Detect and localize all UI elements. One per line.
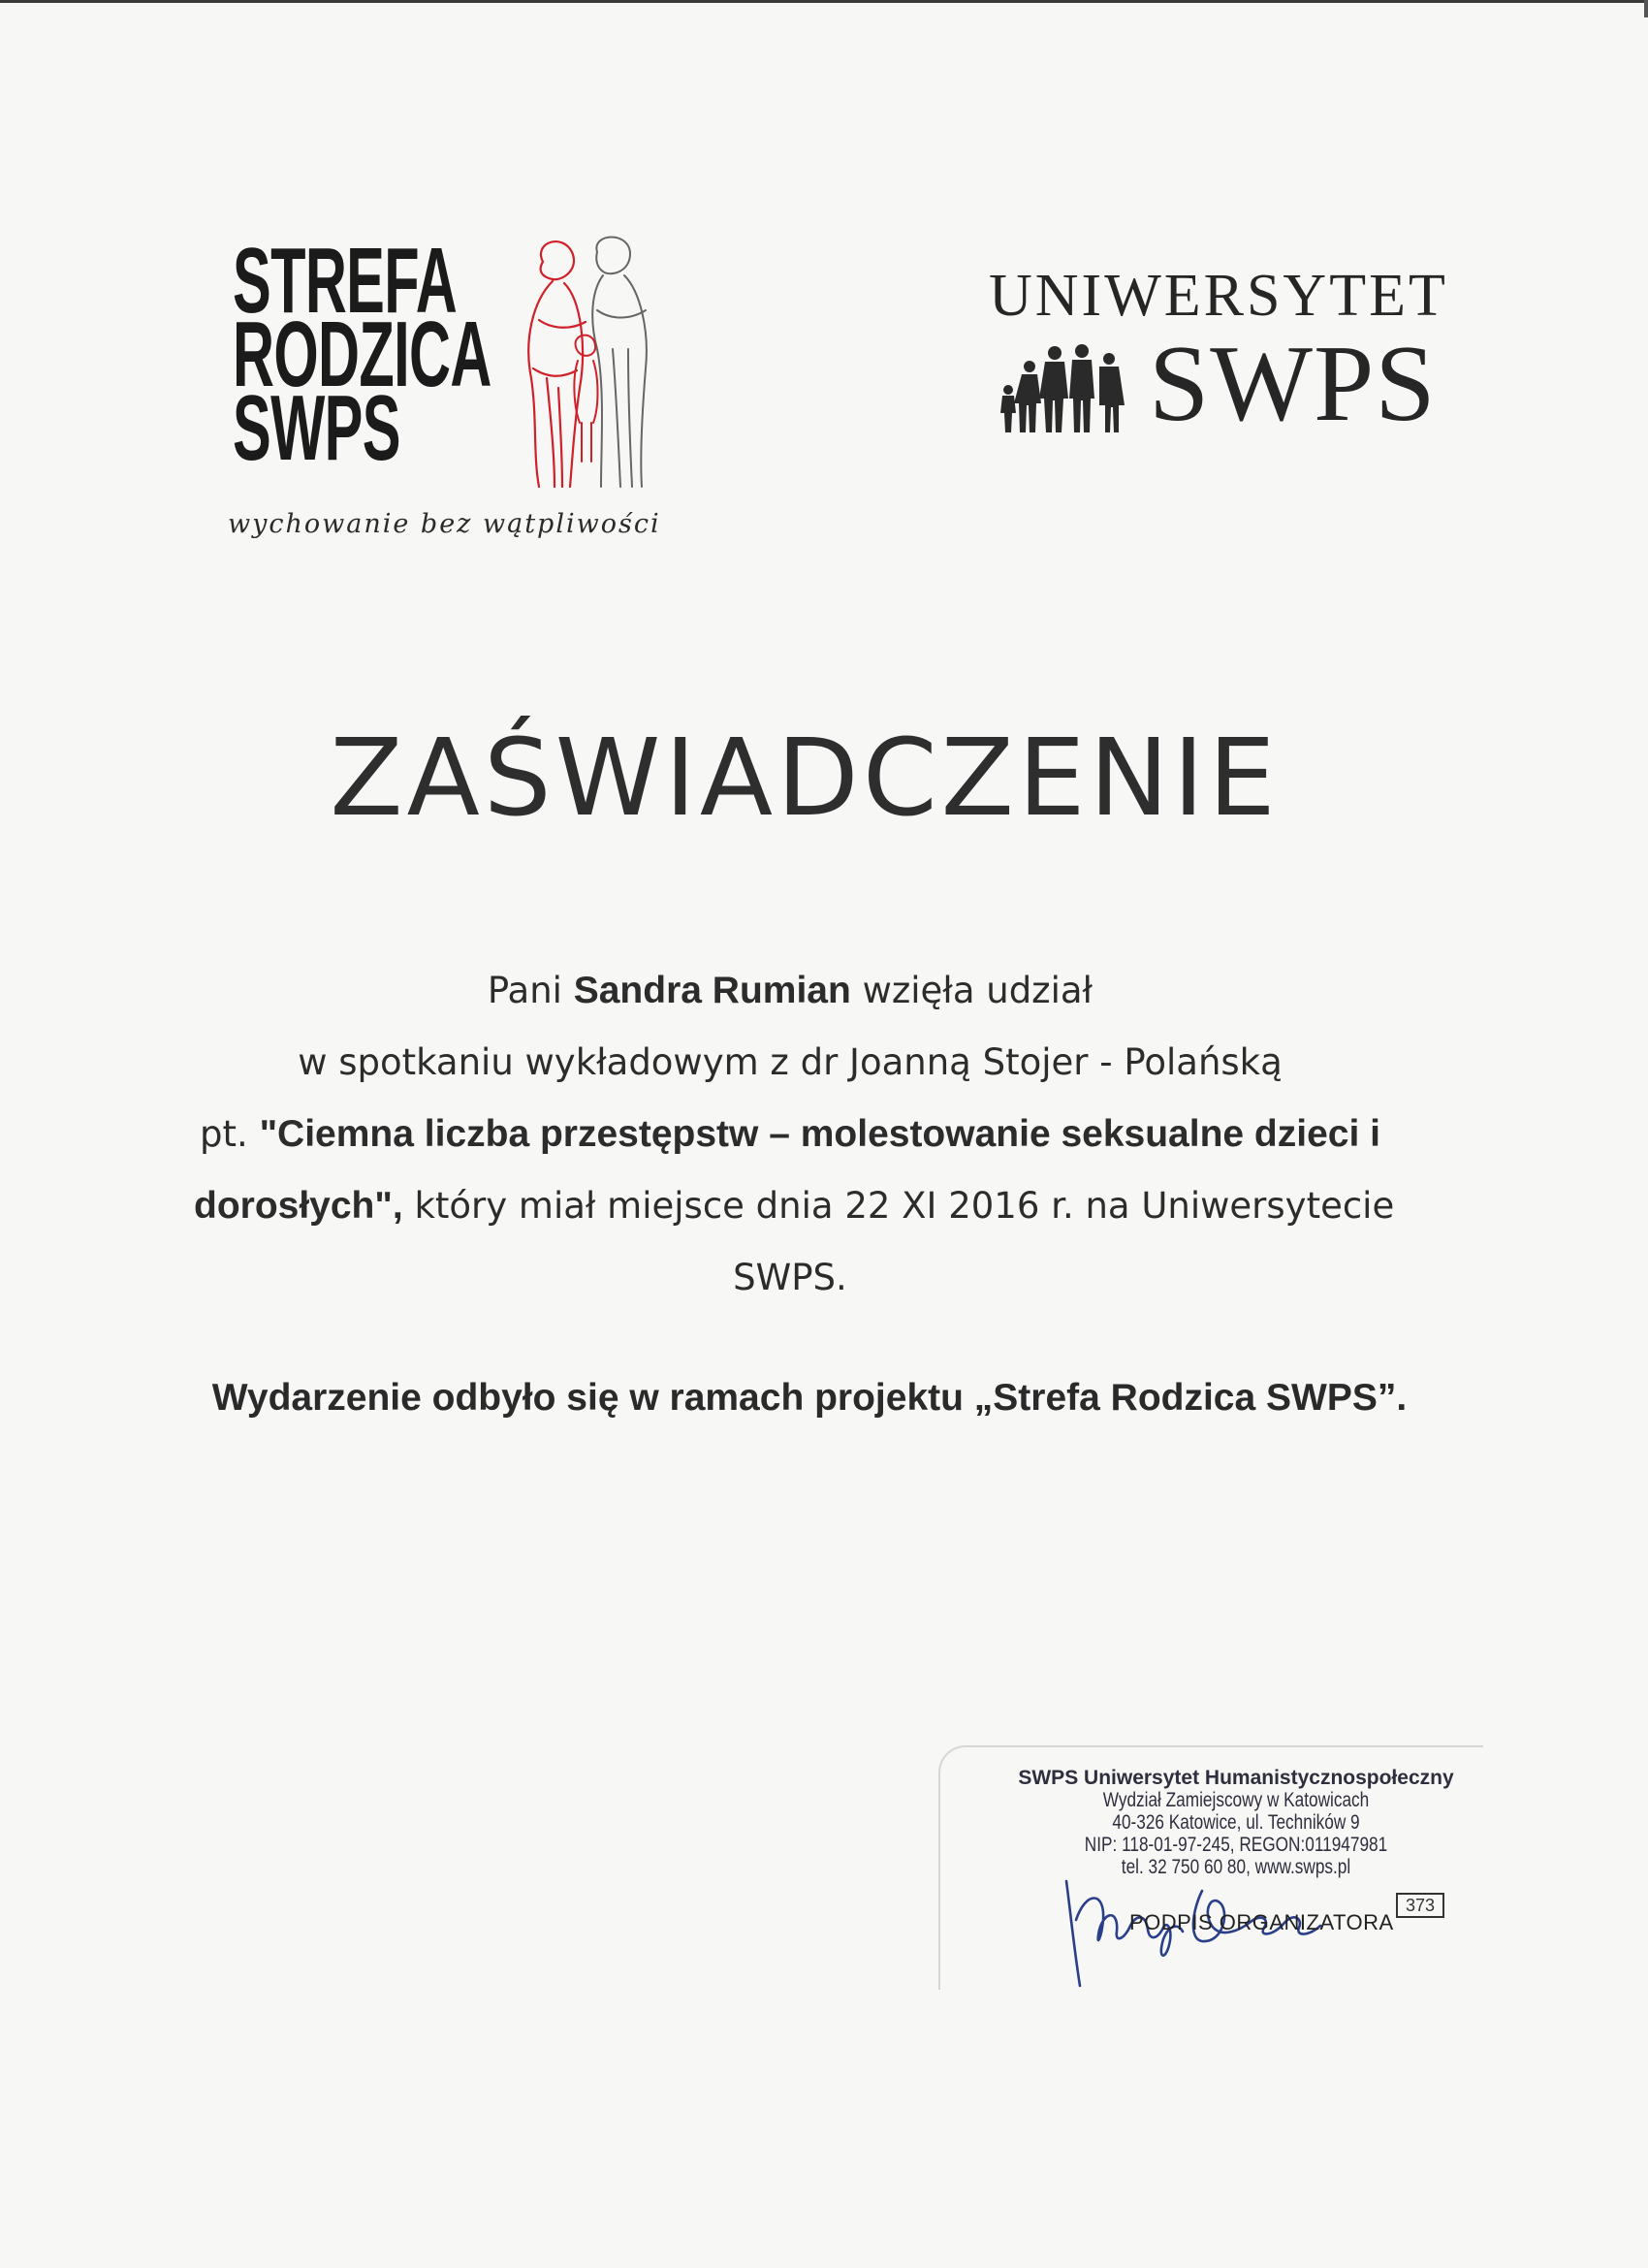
body-line-1: [194, 955, 1386, 1027]
event-date-text: który miał miejsce dnia 22 XI 2016 r. na Uniwersytecie: [402, 1185, 1395, 1227]
document-title: ZAŚWIADCZENIE: [330, 716, 1280, 840]
certificate-body: [194, 955, 1395, 1314]
project-statement: Wydarzenie odbyło się w ramach projektu „Strefa Rodzica SWPS”.: [211, 1377, 1408, 1419]
participation-text: wzięła udział: [850, 970, 1093, 1011]
strefa-logo-line-3: SWPS: [233, 376, 400, 480]
lecture-title-part-2: dorosłych",: [194, 1185, 403, 1227]
parent-child-figures-icon: [504, 233, 669, 495]
title-prefix: pt.: [200, 1113, 260, 1155]
stamp-contact: tel. 32 750 60 80, www.swps.pl: [1121, 1856, 1351, 1878]
signature-label: PODPIS ORGANIZATORA: [1129, 1910, 1394, 1934]
swps-logo-wordmark: SWPS: [1149, 324, 1437, 444]
strefa-logo-wordmark: [233, 229, 491, 480]
strefa-logo-line-2: RODZICA: [233, 303, 491, 406]
lecture-title-part-1: "Ciemna liczba przestępstw – molestowanie seksualne dzieci i: [259, 1113, 1380, 1155]
salutation: Pani: [487, 970, 574, 1011]
stamp-ids: NIP: 118-01-97-245, REGON:011947981: [1084, 1834, 1388, 1856]
stamp-faculty: Wydział Zamiejscowy w Katowicach: [1102, 1789, 1370, 1811]
uniwersytet-swps-logo: [989, 262, 1474, 456]
body-line-5: SWPS.: [733, 1257, 847, 1298]
stamp-address: 40-326 Katowice, ul. Techników 9: [1112, 1811, 1360, 1834]
body-line-2: w spotkaniu wykładowym z dr Joanną Stojer - Polańską: [298, 1041, 1283, 1083]
swps-logo-uniwersytet: UNIWERSYTET: [989, 263, 1448, 329]
scan-edge: [0, 0, 1648, 3]
strefa-logo-line-1: STREFA: [233, 229, 458, 333]
stamp-organization: SWPS Uniwersytet Humanistycznospołeczny: [1018, 1767, 1454, 1789]
scan-edge-mark: [1644, 0, 1648, 17]
body-line-4: [194, 1170, 1395, 1242]
body-line-3: [194, 1099, 1386, 1170]
organizer-stamp: [1008, 1767, 1464, 1878]
strefa-rodzica-logo: [223, 229, 688, 562]
stamp-number: 373: [1396, 1893, 1444, 1918]
participant-name: Sandra Rumian: [573, 970, 851, 1011]
strefa-tagline: wychowanie bez wątpliwości: [228, 509, 661, 539]
family-silhouette-icon: [997, 337, 1142, 434]
